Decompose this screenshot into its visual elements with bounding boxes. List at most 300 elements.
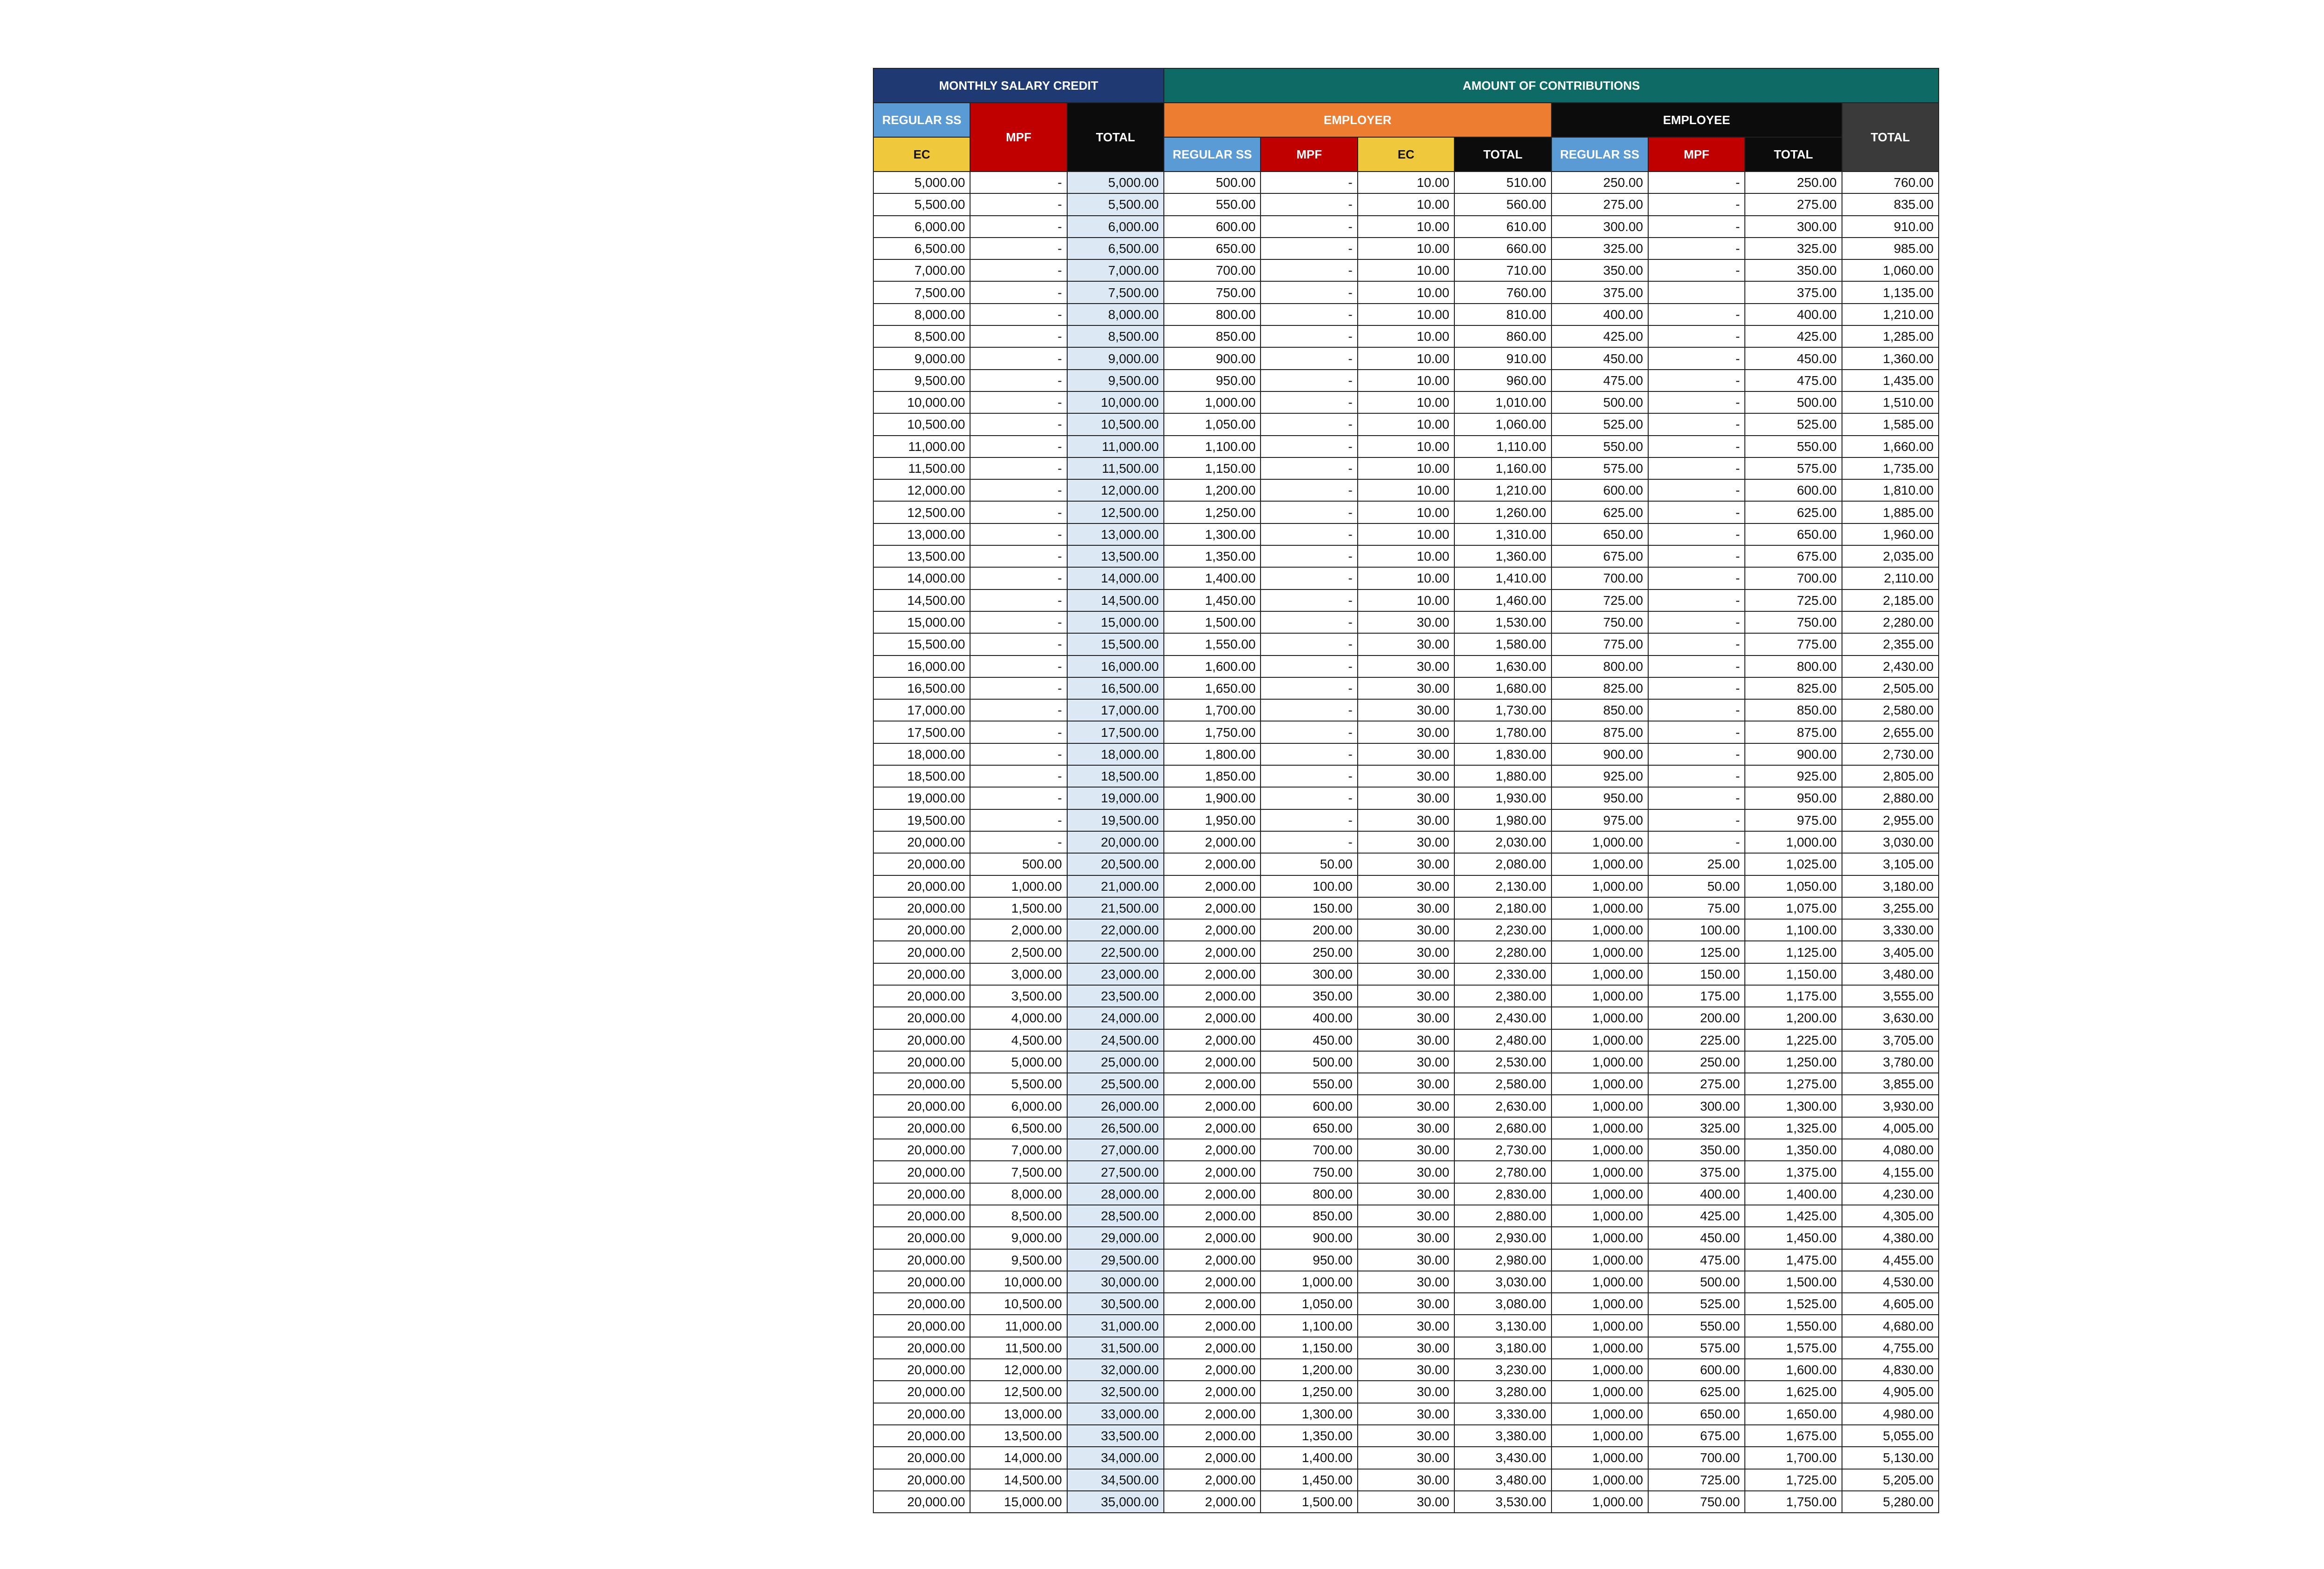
employee-total-cell: 775.00 bbox=[1745, 633, 1842, 655]
grand-total-cell: 1,210.00 bbox=[1842, 304, 1939, 325]
employee-total-cell: 1,200.00 bbox=[1745, 1007, 1842, 1029]
employer-mpf-cell: 950.00 bbox=[1261, 1249, 1357, 1271]
msc-regular-ss-cell: 20,000.00 bbox=[873, 1205, 970, 1227]
employee-mpf-header: MPF bbox=[1648, 137, 1745, 172]
employer-regular-ss-cell: 1,650.00 bbox=[1164, 677, 1261, 699]
employer-mpf-cell: - bbox=[1261, 567, 1357, 589]
msc-total-cell: 32,500.00 bbox=[1067, 1381, 1164, 1403]
employer-mpf-cell: 1,150.00 bbox=[1261, 1337, 1357, 1359]
employer-ec-cell: 30.00 bbox=[1358, 677, 1454, 699]
table-row bbox=[873, 391, 1939, 413]
grand-total-cell: 1,435.00 bbox=[1842, 370, 1939, 391]
employer-regular-ss-cell: 1,100.00 bbox=[1164, 436, 1261, 457]
msc-regular-ss-cell: 20,000.00 bbox=[873, 1315, 970, 1337]
msc-mpf-cell: - bbox=[970, 611, 1067, 633]
employer-total-cell: 1,160.00 bbox=[1454, 457, 1551, 479]
employer-ec-cell: 30.00 bbox=[1358, 897, 1454, 919]
msc-regular-ss-cell: 20,000.00 bbox=[873, 875, 970, 897]
employer-mpf-cell: 1,350.00 bbox=[1261, 1425, 1357, 1447]
employer-total-cell: 610.00 bbox=[1454, 216, 1551, 238]
employee-regular-ss-cell: 300.00 bbox=[1552, 216, 1648, 238]
grand-total-cell: 3,255.00 bbox=[1842, 897, 1939, 919]
employer-ec-cell: 30.00 bbox=[1358, 699, 1454, 721]
employee-mpf-cell: 500.00 bbox=[1648, 1271, 1745, 1293]
employee-total-cell: 850.00 bbox=[1745, 699, 1842, 721]
employee-mpf-cell: 150.00 bbox=[1648, 963, 1745, 985]
employer-mpf-cell: 500.00 bbox=[1261, 1051, 1357, 1073]
msc-mpf-cell: - bbox=[970, 699, 1067, 721]
msc-total-cell: 32,000.00 bbox=[1067, 1359, 1164, 1381]
msc-total-cell: 23,500.00 bbox=[1067, 985, 1164, 1007]
employee-regular-ss-cell: 1,000.00 bbox=[1552, 941, 1648, 963]
employee-mpf-cell: 750.00 bbox=[1648, 1491, 1745, 1513]
employer-regular-ss-cell: 2,000.00 bbox=[1164, 1161, 1261, 1183]
employer-total-cell: 2,430.00 bbox=[1454, 1007, 1551, 1029]
grand-total-cell: 5,055.00 bbox=[1842, 1425, 1939, 1447]
employee-total-cell: 1,050.00 bbox=[1745, 875, 1842, 897]
employer-mpf-cell: 1,050.00 bbox=[1261, 1293, 1357, 1315]
msc-total-cell: 21,000.00 bbox=[1067, 875, 1164, 897]
msc-mpf-cell: 2,000.00 bbox=[970, 919, 1067, 941]
msc-regular-ss-cell: 20,000.00 bbox=[873, 1425, 970, 1447]
msc-regular-ss-cell: 20,000.00 bbox=[873, 1183, 970, 1205]
employer-total-cell: 2,630.00 bbox=[1454, 1095, 1551, 1117]
employee-mpf-cell: 400.00 bbox=[1648, 1183, 1745, 1205]
msc-total-cell: 24,000.00 bbox=[1067, 1007, 1164, 1029]
msc-regular-ss-cell: 20,000.00 bbox=[873, 1249, 970, 1271]
employee-total-cell: 1,750.00 bbox=[1745, 1491, 1842, 1513]
msc-mpf-cell: 7,500.00 bbox=[970, 1161, 1067, 1183]
grand-total-cell: 4,305.00 bbox=[1842, 1205, 1939, 1227]
employer-regular-ss-cell: 700.00 bbox=[1164, 259, 1261, 281]
table-row bbox=[873, 1051, 1939, 1073]
table-row bbox=[873, 1359, 1939, 1381]
msc-mpf-cell: 6,500.00 bbox=[970, 1117, 1067, 1139]
table-row bbox=[873, 567, 1939, 589]
employer-ec-cell: 30.00 bbox=[1358, 655, 1454, 677]
msc-mpf-cell: 5,500.00 bbox=[970, 1073, 1067, 1095]
msc-mpf-cell: 3,500.00 bbox=[970, 985, 1067, 1007]
employee-regular-ss-cell: 800.00 bbox=[1552, 655, 1648, 677]
grand-total-cell: 1,660.00 bbox=[1842, 436, 1939, 457]
grand-total-cell: 3,105.00 bbox=[1842, 853, 1939, 875]
msc-mpf-cell: - bbox=[970, 304, 1067, 325]
employee-total-cell: 650.00 bbox=[1745, 523, 1842, 545]
employer-regular-ss-cell: 2,000.00 bbox=[1164, 1491, 1261, 1513]
msc-mpf-cell: 1,500.00 bbox=[970, 897, 1067, 919]
employer-mpf-cell: - bbox=[1261, 281, 1357, 303]
employer-total-cell: 3,530.00 bbox=[1454, 1491, 1551, 1513]
employee-total-cell: 950.00 bbox=[1745, 787, 1842, 809]
employer-mpf-cell: - bbox=[1261, 216, 1357, 238]
employee-mpf-cell: - bbox=[1648, 589, 1745, 611]
msc-regular-ss-cell: 18,500.00 bbox=[873, 765, 970, 787]
employer-mpf-cell: 150.00 bbox=[1261, 897, 1357, 919]
msc-mpf-cell: 4,500.00 bbox=[970, 1029, 1067, 1051]
employee-regular-ss-cell: 375.00 bbox=[1552, 281, 1648, 303]
employer-mpf-cell: - bbox=[1261, 721, 1357, 743]
msc-regular-ss-cell: 17,000.00 bbox=[873, 699, 970, 721]
employer-regular-ss-cell: 2,000.00 bbox=[1164, 985, 1261, 1007]
employee-total-header: TOTAL bbox=[1745, 137, 1842, 172]
employee-regular-ss-cell: 325.00 bbox=[1552, 238, 1648, 259]
employer-regular-ss-cell: 2,000.00 bbox=[1164, 897, 1261, 919]
employee-mpf-cell: 225.00 bbox=[1648, 1029, 1745, 1051]
employee-total-cell: 900.00 bbox=[1745, 743, 1842, 765]
employer-mpf-cell: - bbox=[1261, 589, 1357, 611]
employee-regular-ss-cell: 1,000.00 bbox=[1552, 1161, 1648, 1183]
employer-mpf-cell: 1,200.00 bbox=[1261, 1359, 1357, 1381]
msc-mpf-cell: - bbox=[970, 765, 1067, 787]
employer-ec-cell: 30.00 bbox=[1358, 963, 1454, 985]
table-row bbox=[873, 677, 1939, 699]
msc-mpf-cell: - bbox=[970, 831, 1067, 853]
employer-total-cell: 910.00 bbox=[1454, 347, 1551, 369]
employer-regular-ss-cell: 750.00 bbox=[1164, 281, 1261, 303]
msc-regular-ss-cell: 20,000.00 bbox=[873, 985, 970, 1007]
employee-total-cell: 1,375.00 bbox=[1745, 1161, 1842, 1183]
employer-ec-cell: 10.00 bbox=[1358, 193, 1454, 215]
employer-total-header: TOTAL bbox=[1454, 137, 1551, 172]
msc-total-cell: 30,500.00 bbox=[1067, 1293, 1164, 1315]
employer-regular-ss-cell: 2,000.00 bbox=[1164, 1425, 1261, 1447]
employee-regular-ss-cell: 1,000.00 bbox=[1552, 963, 1648, 985]
employer-ec-cell: 10.00 bbox=[1358, 479, 1454, 501]
table-row bbox=[873, 1381, 1939, 1403]
employee-regular-ss-cell: 525.00 bbox=[1552, 413, 1648, 435]
employee-total-cell: 1,175.00 bbox=[1745, 985, 1842, 1007]
grand-total-cell: 3,780.00 bbox=[1842, 1051, 1939, 1073]
grand-total-cell: 3,180.00 bbox=[1842, 875, 1939, 897]
table-row bbox=[873, 589, 1939, 611]
table-row bbox=[873, 1073, 1939, 1095]
employer-mpf-cell: 450.00 bbox=[1261, 1029, 1357, 1051]
employer-regular-ss-cell: 1,300.00 bbox=[1164, 523, 1261, 545]
employee-regular-ss-cell: 250.00 bbox=[1552, 172, 1648, 193]
msc-mpf-cell: - bbox=[970, 281, 1067, 303]
employee-mpf-cell: - bbox=[1648, 743, 1745, 765]
grand-total-cell: 4,005.00 bbox=[1842, 1117, 1939, 1139]
employer-total-cell: 560.00 bbox=[1454, 193, 1551, 215]
employer-ec-cell: 10.00 bbox=[1358, 523, 1454, 545]
msc-regular-ss-cell: 16,500.00 bbox=[873, 677, 970, 699]
employer-regular-ss-cell: 2,000.00 bbox=[1164, 853, 1261, 875]
table-row bbox=[873, 721, 1939, 743]
msc-regular-ss-cell: 20,000.00 bbox=[873, 1227, 970, 1249]
employer-regular-ss-cell: 2,000.00 bbox=[1164, 1051, 1261, 1073]
grand-total-cell: 1,735.00 bbox=[1842, 457, 1939, 479]
employee-regular-ss-cell: 725.00 bbox=[1552, 589, 1648, 611]
employee-mpf-cell: - bbox=[1648, 391, 1745, 413]
employer-ec-cell: 30.00 bbox=[1358, 1073, 1454, 1095]
msc-regular-ss-cell: 15,000.00 bbox=[873, 611, 970, 633]
employee-mpf-cell: 650.00 bbox=[1648, 1403, 1745, 1425]
employer-regular-ss-cell: 550.00 bbox=[1164, 193, 1261, 215]
msc-mpf-cell: - bbox=[970, 809, 1067, 831]
employer-regular-ss-cell: 1,700.00 bbox=[1164, 699, 1261, 721]
msc-mpf-cell: - bbox=[970, 787, 1067, 809]
employer-regular-ss-cell: 1,600.00 bbox=[1164, 655, 1261, 677]
grand-total-cell: 4,230.00 bbox=[1842, 1183, 1939, 1205]
employee-mpf-cell: 675.00 bbox=[1648, 1425, 1745, 1447]
employee-total-cell: 1,550.00 bbox=[1745, 1315, 1842, 1337]
msc-total-cell: 27,500.00 bbox=[1067, 1161, 1164, 1183]
employee-regular-ss-cell: 1,000.00 bbox=[1552, 1359, 1648, 1381]
grand-total-cell: 4,530.00 bbox=[1842, 1271, 1939, 1293]
employee-regular-ss-cell: 1,000.00 bbox=[1552, 1249, 1648, 1271]
employee-total-cell: 1,450.00 bbox=[1745, 1227, 1842, 1249]
employer-total-cell: 2,480.00 bbox=[1454, 1029, 1551, 1051]
employer-ec-cell: 30.00 bbox=[1358, 1425, 1454, 1447]
employee-total-cell: 800.00 bbox=[1745, 655, 1842, 677]
employee-regular-ss-cell: 1,000.00 bbox=[1552, 1315, 1648, 1337]
msc-total-cell: 33,000.00 bbox=[1067, 1403, 1164, 1425]
msc-total-cell: 14,000.00 bbox=[1067, 567, 1164, 589]
employee-regular-ss-cell: 1,000.00 bbox=[1552, 1425, 1648, 1447]
employer-regular-ss-cell: 2,000.00 bbox=[1164, 1271, 1261, 1293]
employer-mpf-cell: 1,450.00 bbox=[1261, 1469, 1357, 1491]
employee-regular-ss-cell: 1,000.00 bbox=[1552, 1073, 1648, 1095]
msc-mpf-cell: - bbox=[970, 216, 1067, 238]
employer-ec-cell: 30.00 bbox=[1358, 1271, 1454, 1293]
grand-total-cell: 4,980.00 bbox=[1842, 1403, 1939, 1425]
table-row bbox=[873, 1447, 1939, 1469]
employee-mpf-cell: 25.00 bbox=[1648, 853, 1745, 875]
employee-regular-ss-cell: 950.00 bbox=[1552, 787, 1648, 809]
employer-regular-ss-cell: 2,000.00 bbox=[1164, 1337, 1261, 1359]
msc-regular-ss-cell: 20,000.00 bbox=[873, 831, 970, 853]
regular-ss-header: REGULAR SS bbox=[873, 103, 970, 137]
msc-regular-ss-cell: 20,000.00 bbox=[873, 897, 970, 919]
employer-ec-cell: 10.00 bbox=[1358, 347, 1454, 369]
msc-total-cell: 31,500.00 bbox=[1067, 1337, 1164, 1359]
employee-total-cell: 1,600.00 bbox=[1745, 1359, 1842, 1381]
employee-regular-ss-cell: 1,000.00 bbox=[1552, 897, 1648, 919]
msc-total-cell: 15,500.00 bbox=[1067, 633, 1164, 655]
msc-regular-ss-cell: 12,500.00 bbox=[873, 501, 970, 523]
msc-total-cell: 19,000.00 bbox=[1067, 787, 1164, 809]
table-row bbox=[873, 1161, 1939, 1183]
employee-total-cell: 1,125.00 bbox=[1745, 941, 1842, 963]
employee-total-cell: 1,475.00 bbox=[1745, 1249, 1842, 1271]
msc-mpf-cell: 14,000.00 bbox=[970, 1447, 1067, 1469]
employer-mpf-cell: 1,300.00 bbox=[1261, 1403, 1357, 1425]
employer-ec-cell: 30.00 bbox=[1358, 1095, 1454, 1117]
employer-ec-cell: 30.00 bbox=[1358, 1447, 1454, 1469]
employer-mpf-cell: - bbox=[1261, 611, 1357, 633]
employee-regular-ss-cell: 400.00 bbox=[1552, 304, 1648, 325]
employer-mpf-cell: 1,100.00 bbox=[1261, 1315, 1357, 1337]
employer-total-cell: 2,280.00 bbox=[1454, 941, 1551, 963]
employer-ec-cell: 30.00 bbox=[1358, 633, 1454, 655]
msc-mpf-cell: - bbox=[970, 193, 1067, 215]
employee-mpf-cell: 175.00 bbox=[1648, 985, 1745, 1007]
msc-total-cell: 25,000.00 bbox=[1067, 1051, 1164, 1073]
employer-mpf-cell: - bbox=[1261, 238, 1357, 259]
employer-regular-ss-cell: 1,350.00 bbox=[1164, 545, 1261, 567]
msc-regular-ss-cell: 8,000.00 bbox=[873, 304, 970, 325]
employer-regular-ss-cell: 2,000.00 bbox=[1164, 1029, 1261, 1051]
employee-total-cell: 725.00 bbox=[1745, 589, 1842, 611]
msc-regular-ss-cell: 20,000.00 bbox=[873, 963, 970, 985]
table-row bbox=[873, 457, 1939, 479]
employer-ec-cell: 10.00 bbox=[1358, 567, 1454, 589]
employer-ec-cell: 30.00 bbox=[1358, 1315, 1454, 1337]
employee-total-cell: 1,500.00 bbox=[1745, 1271, 1842, 1293]
employer-total-cell: 3,380.00 bbox=[1454, 1425, 1551, 1447]
employee-total-cell: 450.00 bbox=[1745, 347, 1842, 369]
msc-mpf-cell: - bbox=[970, 370, 1067, 391]
msc-regular-ss-cell: 20,000.00 bbox=[873, 1491, 970, 1513]
employer-ec-cell: 30.00 bbox=[1358, 721, 1454, 743]
employee-total-cell: 1,650.00 bbox=[1745, 1403, 1842, 1425]
msc-total-cell: 7,500.00 bbox=[1067, 281, 1164, 303]
msc-total-cell: 26,500.00 bbox=[1067, 1117, 1164, 1139]
employee-header: EMPLOYEE bbox=[1552, 103, 1842, 137]
employer-ec-cell: 30.00 bbox=[1358, 1249, 1454, 1271]
employer-total-cell: 3,030.00 bbox=[1454, 1271, 1551, 1293]
msc-regular-ss-cell: 10,000.00 bbox=[873, 391, 970, 413]
employer-ec-cell: 10.00 bbox=[1358, 501, 1454, 523]
msc-total-cell: 19,500.00 bbox=[1067, 809, 1164, 831]
msc-total-cell: 16,000.00 bbox=[1067, 655, 1164, 677]
employee-total-cell: 600.00 bbox=[1745, 479, 1842, 501]
msc-total-cell: 14,500.00 bbox=[1067, 589, 1164, 611]
employee-total-cell: 1,300.00 bbox=[1745, 1095, 1842, 1117]
employee-regular-ss-cell: 1,000.00 bbox=[1552, 1205, 1648, 1227]
employer-total-cell: 1,110.00 bbox=[1454, 436, 1551, 457]
employer-total-cell: 1,310.00 bbox=[1454, 523, 1551, 545]
employer-ec-cell: 30.00 bbox=[1358, 985, 1454, 1007]
employee-mpf-cell: - bbox=[1648, 611, 1745, 633]
employer-total-cell: 2,930.00 bbox=[1454, 1227, 1551, 1249]
msc-mpf-cell: 12,500.00 bbox=[970, 1381, 1067, 1403]
employer-total-cell: 960.00 bbox=[1454, 370, 1551, 391]
msc-mpf-cell: - bbox=[970, 436, 1067, 457]
employer-mpf-cell: 700.00 bbox=[1261, 1139, 1357, 1161]
employer-ec-cell: 30.00 bbox=[1358, 1469, 1454, 1491]
msc-regular-ss-cell: 11,500.00 bbox=[873, 457, 970, 479]
employer-ec-cell: 30.00 bbox=[1358, 1205, 1454, 1227]
msc-mpf-cell: 1,000.00 bbox=[970, 875, 1067, 897]
employee-mpf-cell: 700.00 bbox=[1648, 1447, 1745, 1469]
grand-total-cell: 5,205.00 bbox=[1842, 1469, 1939, 1491]
employee-mpf-cell: - bbox=[1648, 523, 1745, 545]
table-row bbox=[873, 1227, 1939, 1249]
table-row bbox=[873, 193, 1939, 215]
employee-total-cell: 575.00 bbox=[1745, 457, 1842, 479]
employer-ec-cell: 30.00 bbox=[1358, 875, 1454, 897]
employee-total-cell: 925.00 bbox=[1745, 765, 1842, 787]
employer-mpf-cell: - bbox=[1261, 809, 1357, 831]
msc-mpf-cell: - bbox=[970, 172, 1067, 193]
table-row bbox=[873, 1139, 1939, 1161]
employee-mpf-cell: - bbox=[1648, 479, 1745, 501]
employer-ec-cell: 30.00 bbox=[1358, 1337, 1454, 1359]
employer-ec-cell: 30.00 bbox=[1358, 1029, 1454, 1051]
employer-ec-cell: 30.00 bbox=[1358, 1491, 1454, 1513]
msc-regular-ss-cell: 20,000.00 bbox=[873, 1447, 970, 1469]
employee-mpf-cell: 200.00 bbox=[1648, 1007, 1745, 1029]
msc-regular-ss-cell: 20,000.00 bbox=[873, 1359, 970, 1381]
employee-total-cell: 300.00 bbox=[1745, 216, 1842, 238]
employer-mpf-header: MPF bbox=[1261, 137, 1357, 172]
msc-mpf-cell: - bbox=[970, 545, 1067, 567]
employer-total-cell: 660.00 bbox=[1454, 238, 1551, 259]
msc-regular-ss-cell: 20,000.00 bbox=[873, 1073, 970, 1095]
grand-total-cell: 3,855.00 bbox=[1842, 1073, 1939, 1095]
employer-ec-cell: 10.00 bbox=[1358, 457, 1454, 479]
employee-regular-ss-header: REGULAR SS bbox=[1552, 137, 1648, 172]
employer-regular-ss-cell: 2,000.00 bbox=[1164, 1315, 1261, 1337]
msc-mpf-cell: 6,000.00 bbox=[970, 1095, 1067, 1117]
employee-regular-ss-cell: 625.00 bbox=[1552, 501, 1648, 523]
employer-ec-cell: 10.00 bbox=[1358, 281, 1454, 303]
employer-ec-cell: 10.00 bbox=[1358, 413, 1454, 435]
msc-mpf-cell: 5,000.00 bbox=[970, 1051, 1067, 1073]
table-row bbox=[873, 897, 1939, 919]
employee-regular-ss-cell: 1,000.00 bbox=[1552, 1469, 1648, 1491]
msc-mpf-cell: - bbox=[970, 501, 1067, 523]
employer-total-cell: 1,410.00 bbox=[1454, 567, 1551, 589]
employer-total-cell: 1,630.00 bbox=[1454, 655, 1551, 677]
employee-mpf-cell: - bbox=[1648, 677, 1745, 699]
employee-regular-ss-cell: 425.00 bbox=[1552, 325, 1648, 347]
employer-mpf-cell: - bbox=[1261, 259, 1357, 281]
msc-total-cell: 6,500.00 bbox=[1067, 238, 1164, 259]
msc-regular-ss-cell: 5,500.00 bbox=[873, 193, 970, 215]
msc-regular-ss-cell: 14,000.00 bbox=[873, 567, 970, 589]
employer-total-cell: 2,880.00 bbox=[1454, 1205, 1551, 1227]
msc-mpf-cell: - bbox=[970, 523, 1067, 545]
employer-total-cell: 3,280.00 bbox=[1454, 1381, 1551, 1403]
employer-ec-cell: 10.00 bbox=[1358, 391, 1454, 413]
employee-mpf-cell: - bbox=[1648, 545, 1745, 567]
employer-ec-cell: 30.00 bbox=[1358, 809, 1454, 831]
employer-total-cell: 1,930.00 bbox=[1454, 787, 1551, 809]
msc-total-cell: 23,000.00 bbox=[1067, 963, 1164, 985]
employee-regular-ss-cell: 575.00 bbox=[1552, 457, 1648, 479]
msc-regular-ss-cell: 20,000.00 bbox=[873, 1007, 970, 1029]
employer-ec-cell: 30.00 bbox=[1358, 611, 1454, 633]
employer-total-cell: 2,830.00 bbox=[1454, 1183, 1551, 1205]
table-row bbox=[873, 501, 1939, 523]
msc-total-cell: 34,000.00 bbox=[1067, 1447, 1164, 1469]
employer-regular-ss-cell: 950.00 bbox=[1164, 370, 1261, 391]
employee-regular-ss-cell: 475.00 bbox=[1552, 370, 1648, 391]
employer-total-cell: 1,060.00 bbox=[1454, 413, 1551, 435]
employer-total-cell: 1,730.00 bbox=[1454, 699, 1551, 721]
employee-mpf-cell: 250.00 bbox=[1648, 1051, 1745, 1073]
table-row bbox=[873, 633, 1939, 655]
msc-total-cell: 11,500.00 bbox=[1067, 457, 1164, 479]
employer-mpf-cell: - bbox=[1261, 677, 1357, 699]
msc-mpf-cell: 9,500.00 bbox=[970, 1249, 1067, 1271]
employer-total-cell: 2,130.00 bbox=[1454, 875, 1551, 897]
employer-total-cell: 1,880.00 bbox=[1454, 765, 1551, 787]
msc-total-cell: 13,000.00 bbox=[1067, 523, 1164, 545]
employee-regular-ss-cell: 850.00 bbox=[1552, 699, 1648, 721]
employee-mpf-cell: 475.00 bbox=[1648, 1249, 1745, 1271]
table-row bbox=[873, 523, 1939, 545]
employee-total-cell: 1,325.00 bbox=[1745, 1117, 1842, 1139]
employer-header: EMPLOYER bbox=[1164, 103, 1551, 137]
table-row bbox=[873, 370, 1939, 391]
msc-mpf-cell: 11,000.00 bbox=[970, 1315, 1067, 1337]
employer-mpf-cell: - bbox=[1261, 391, 1357, 413]
msc-regular-ss-cell: 19,500.00 bbox=[873, 809, 970, 831]
msc-total-cell: 34,500.00 bbox=[1067, 1469, 1164, 1491]
